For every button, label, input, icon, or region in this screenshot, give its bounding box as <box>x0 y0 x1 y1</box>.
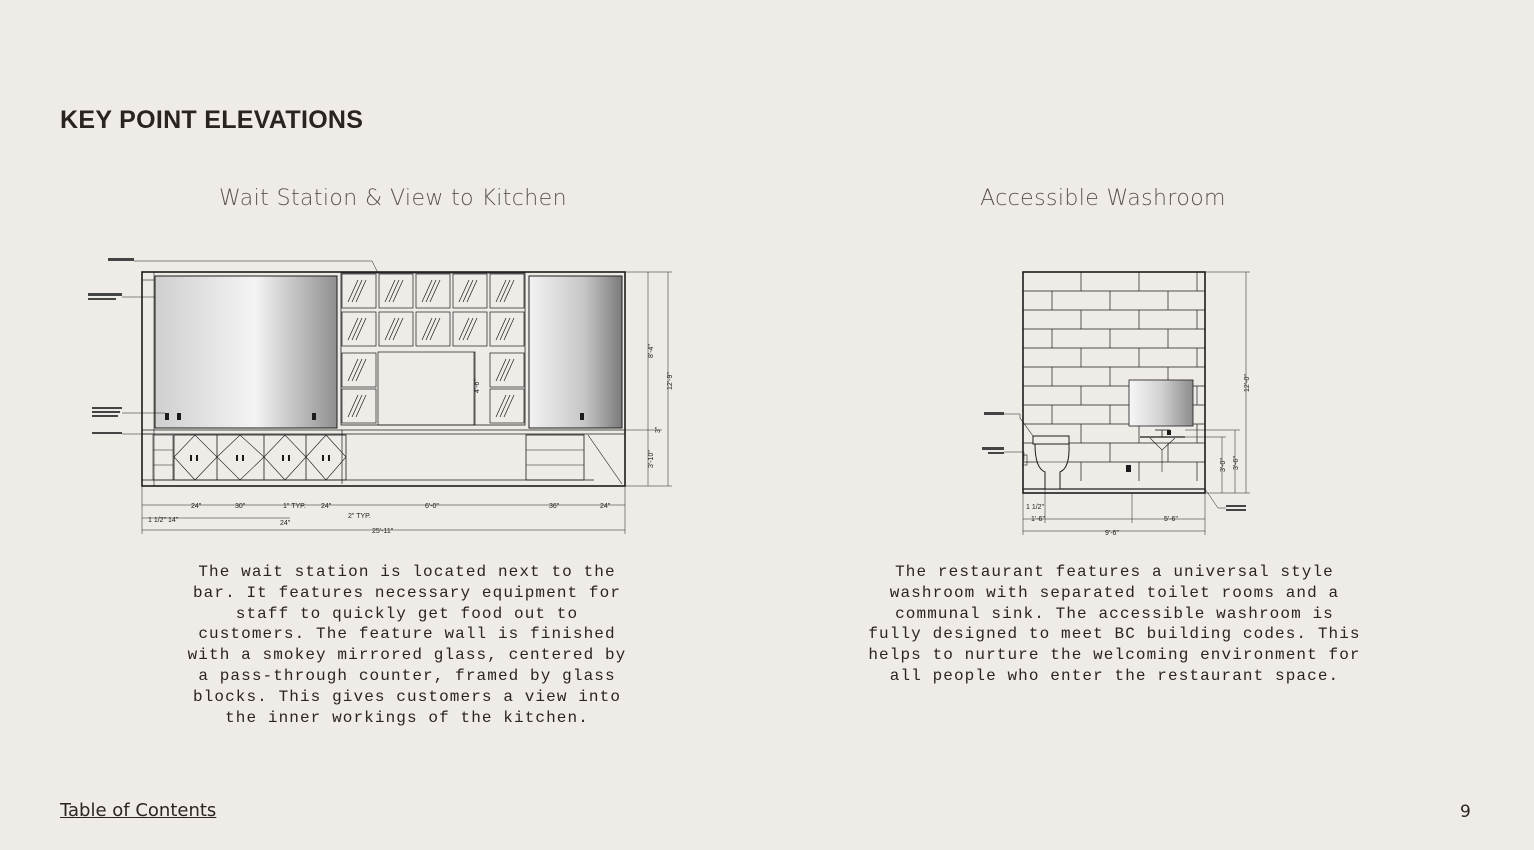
dim-12-9: 12'-9" <box>667 372 674 390</box>
washroom-title: Accessible Washroom <box>980 186 1226 211</box>
table-of-contents-link[interactable]: Table of Contents <box>60 800 217 821</box>
dim-3-10: 3'-10" <box>648 450 655 468</box>
dim-14: 14" <box>168 517 179 524</box>
dim-24-c: 24" <box>600 503 611 510</box>
dim-1-typ: 1" TYP. <box>283 503 306 510</box>
page-number: 9 <box>1460 802 1471 822</box>
dim-24-d: 24" <box>280 520 291 527</box>
dim-1-half: 1 1/2" <box>148 517 167 524</box>
dim-36: 36" <box>549 503 560 510</box>
wait-station-title: Wait Station & View to Kitchen <box>219 186 567 211</box>
dim-24-a: 24" <box>191 503 202 510</box>
dim-4-6: 4'-6" <box>474 379 481 393</box>
dim-3-0: 3'-0" <box>1220 458 1227 472</box>
dim-8-4: 8'-4" <box>648 344 655 358</box>
dim-25-11: 25'-11" <box>372 528 394 535</box>
dim-6-0: 6'-0" <box>425 503 439 510</box>
page-title: KEY POINT ELEVATIONS <box>60 106 364 134</box>
dim-1-half-w: 1 1/2" <box>1026 504 1045 511</box>
dim-2-typ: 2" TYP. <box>348 513 371 520</box>
washroom-elevation <box>975 260 1260 540</box>
dim-12-0: 12'-0" <box>1244 374 1251 392</box>
dim-1-6: 1'-6" <box>1031 516 1045 523</box>
dim-3-6: 3'-6" <box>1233 456 1240 470</box>
wait-station-elevation <box>80 250 690 550</box>
wait-station-description: The wait station is located next to the bar. It features necessary equipment for staff to quickly get food out to customers. The feature wall is finished with a smokey mirrored glass, centered by a pass-through counter, framed by glass blocks. This gives customers a view into the inner workings of the kitchen. <box>187 563 627 727</box>
dim-5-6: 5'-6" <box>1164 516 1178 523</box>
dim-24-b: 24" <box>321 503 332 510</box>
dim-3: 3" <box>655 426 662 433</box>
dim-30: 30" <box>235 503 246 510</box>
dim-9-6: 9'-6" <box>1105 530 1119 537</box>
washroom-description: The restaurant features a universal style washroom with separated toilet rooms and a communal sink. The accessible washroom is fully designed to meet BC building codes. This helps to nurture the welcoming environment for all people who enter the restaurant space. <box>868 563 1361 685</box>
